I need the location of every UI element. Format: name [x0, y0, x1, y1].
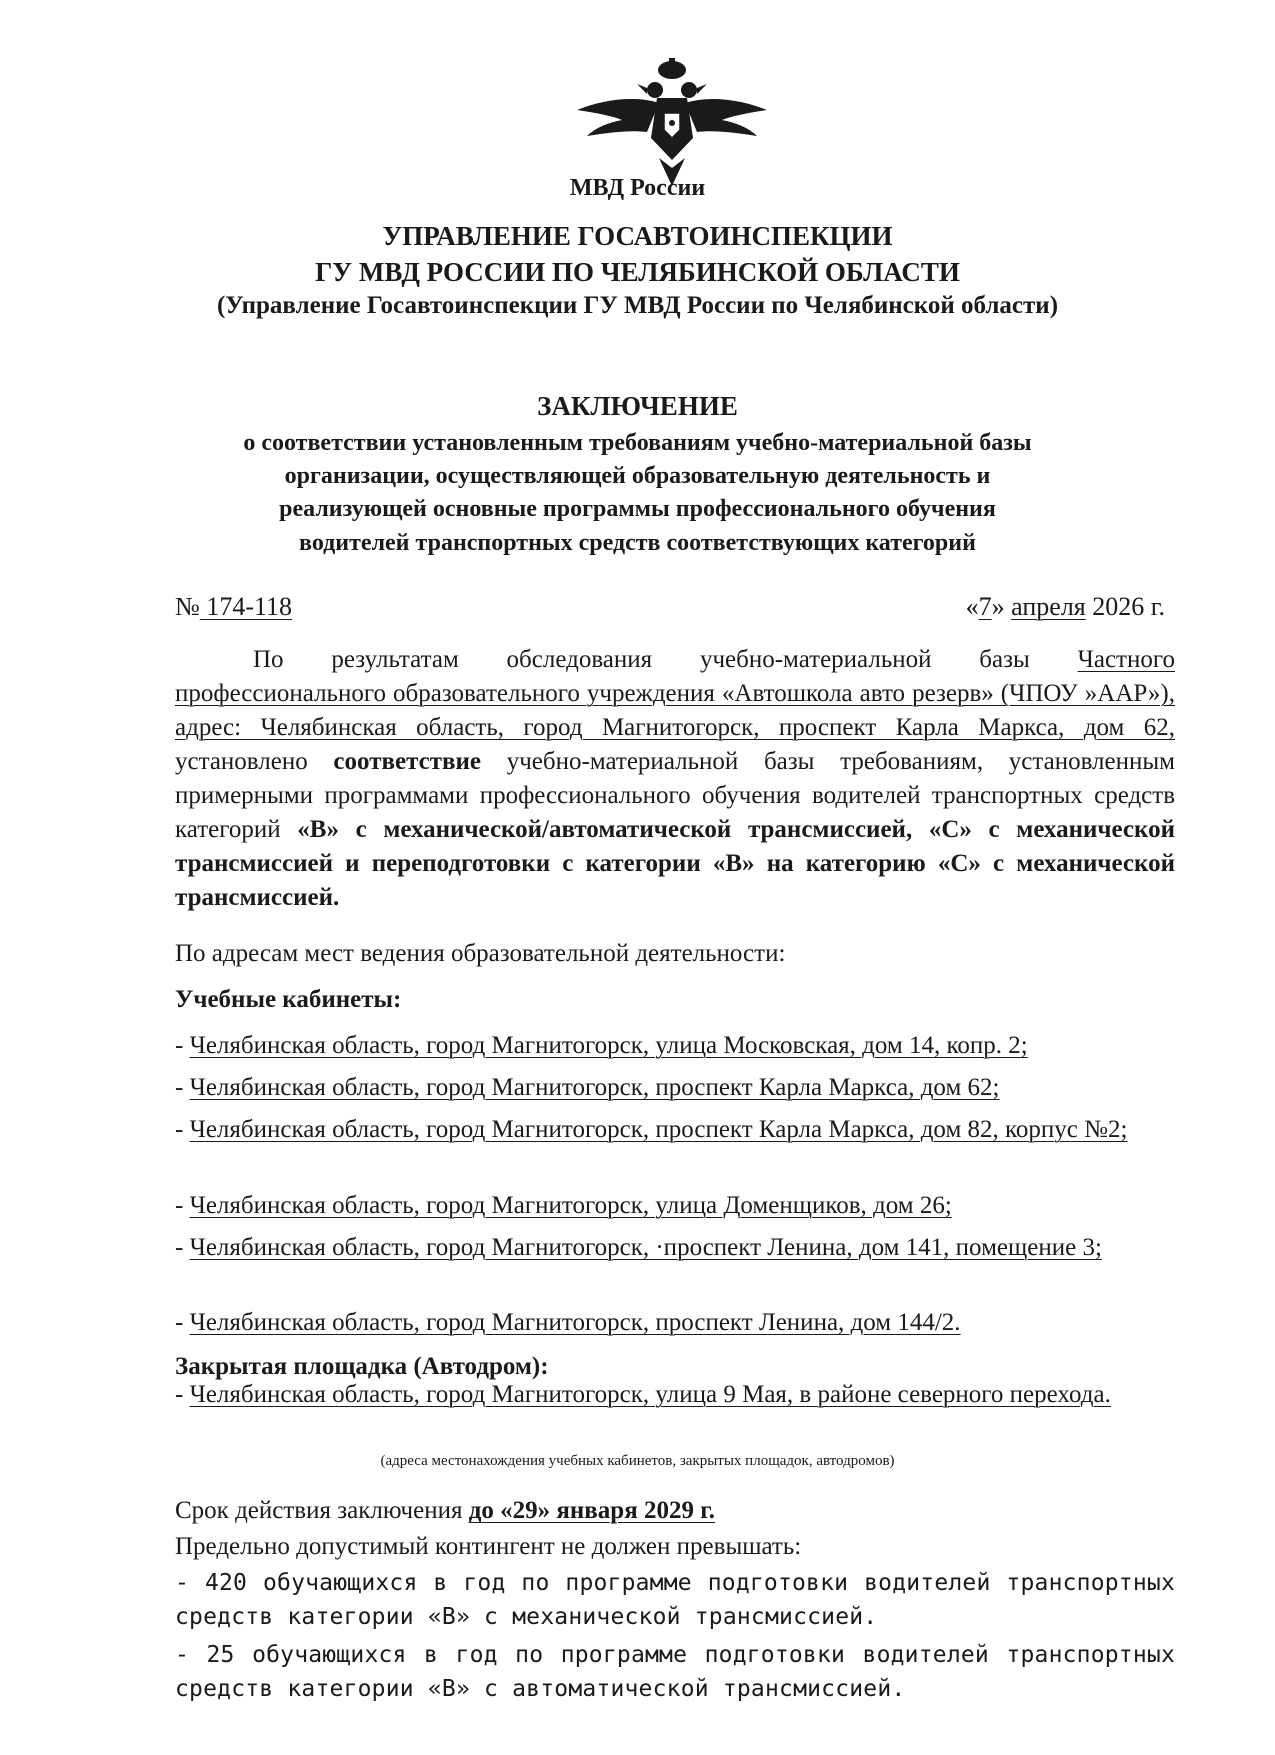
limit-item: - 420 обучающихся в год по программе подготовки водителей транспортных средств категории «В» с механической трансмиссией.	[175, 1570, 1175, 1630]
classrooms-heading: Учебные кабинеты:	[175, 986, 402, 1013]
list-item: - Челябинская область, город Магнитогорск, проспект Карла Маркса, дом 62;	[175, 1074, 1000, 1101]
list-item: - Челябинская область, город Магнитогорск, проспект Карла Маркса, дом 82, корпус №2;	[175, 1116, 1128, 1143]
date-day: 7	[978, 592, 992, 621]
limit-item: - 25 обучающихся в год по программе подготовки водителей транспортных средств категории «В» с автоматической трансмиссией.	[175, 1642, 1175, 1702]
addresses-note: (адреса местонахождения учебных кабинетов, закрытых площадок, автодромов)	[380, 1453, 895, 1469]
list-item: - Челябинская область, город Магнитогорск, проспект Ленина, дом 144/2.	[175, 1309, 961, 1336]
validity-date: до «29» января 2029 г.	[468, 1497, 716, 1524]
autodrome-address: - Челябинская область, город Магнитогорск, улица 9 Мая, в районе северного перехода.	[175, 1381, 1111, 1408]
number-prefix: №	[175, 592, 200, 621]
ministry-name: МВД России	[569, 175, 706, 201]
date-year: 2026 г.	[1092, 592, 1165, 621]
addresses-intro: По адресам мест ведения образовательной деятельности:	[175, 940, 786, 967]
org-name-line2: ГУ МВД РОССИИ ПО ЧЕЛЯБИНСКОЙ ОБЛАСТИ	[315, 257, 960, 287]
org-name-line1: УПРАВЛЕНИЕ ГОСАВТОИНСПЕКЦИИ	[382, 221, 893, 251]
categories-text: «В» с механической/автоматической трансмиссией, «С» с механической трансмиссией и переподготовки с категории «В» на категорию «С» с механической трансмиссией.	[175, 816, 1175, 911]
subtitle-line1: о соответствии установленным требованиям учебно-материальной базы	[243, 430, 1032, 456]
compliance-word: соответствие	[333, 748, 482, 775]
number-value: 174-118	[206, 592, 293, 621]
autodrome-heading: Закрытая площадка (Автодром):	[175, 1353, 549, 1380]
main-paragraph: По результатам обследования учебно-материальной базы Частного профессионального образовательного учреждения «Автошкола авто резерв» (ЧПОУ »ААР»), адрес: Челябинская область, город Магнитогорск, проспект Карла Маркса, дом 62, установлено соответствие учебно-материальной базы требованиям, установленным примерными программами профессионального обучения водителей транспортных средств категорий «В» с механической/автоматической трансмиссией, «С» с механической трансмиссией и переподготовки с категории «В» на категорию «С» с механической трансмиссией.	[175, 646, 1175, 911]
subtitle-line4: водителей транспортных средств соответствующих категорий	[299, 530, 976, 556]
validity-line: Срок действия заключения до «29» января 2029 г.	[175, 1497, 716, 1524]
organization-name: Частного профессионального образовательного учреждения «Автошкола авто резерв» (ЧПОУ »ААР»), адрес: Челябинская область, город Магнитогорск, проспект Карла Маркса, дом 62,	[175, 646, 1175, 741]
subtitle-line3: реализующей основные программы профессионального обучения	[279, 496, 996, 522]
document-title: ЗАКЛЮЧЕНИЕ	[537, 391, 738, 421]
subtitle-line2: организации, осуществляющей образовательную деятельность и	[284, 463, 991, 489]
double-headed-eagle-emblem	[567, 58, 777, 188]
document-number	[175, 592, 292, 622]
limit-intro: Предельно допустимый контингент не должен превышать:	[175, 1533, 802, 1560]
list-item: - Челябинская область, город Магнитогорск, улица Московская, дом 14, копр. 2;	[175, 1032, 1028, 1059]
org-short-name: (Управление Госавтоинспекции ГУ МВД России по Челябинской области)	[216, 292, 1059, 319]
list-item: - Челябинская область, город Магнитогорск, ·проспект Ленина, дом 141, помещение 3;	[175, 1234, 1102, 1261]
list-item: - Челябинская область, город Магнитогорск, улица Доменщиков, дом 26;	[175, 1192, 952, 1219]
date-month: апреля	[1011, 592, 1086, 621]
document-date: «7» апреля 2026 г.	[965, 592, 1165, 621]
